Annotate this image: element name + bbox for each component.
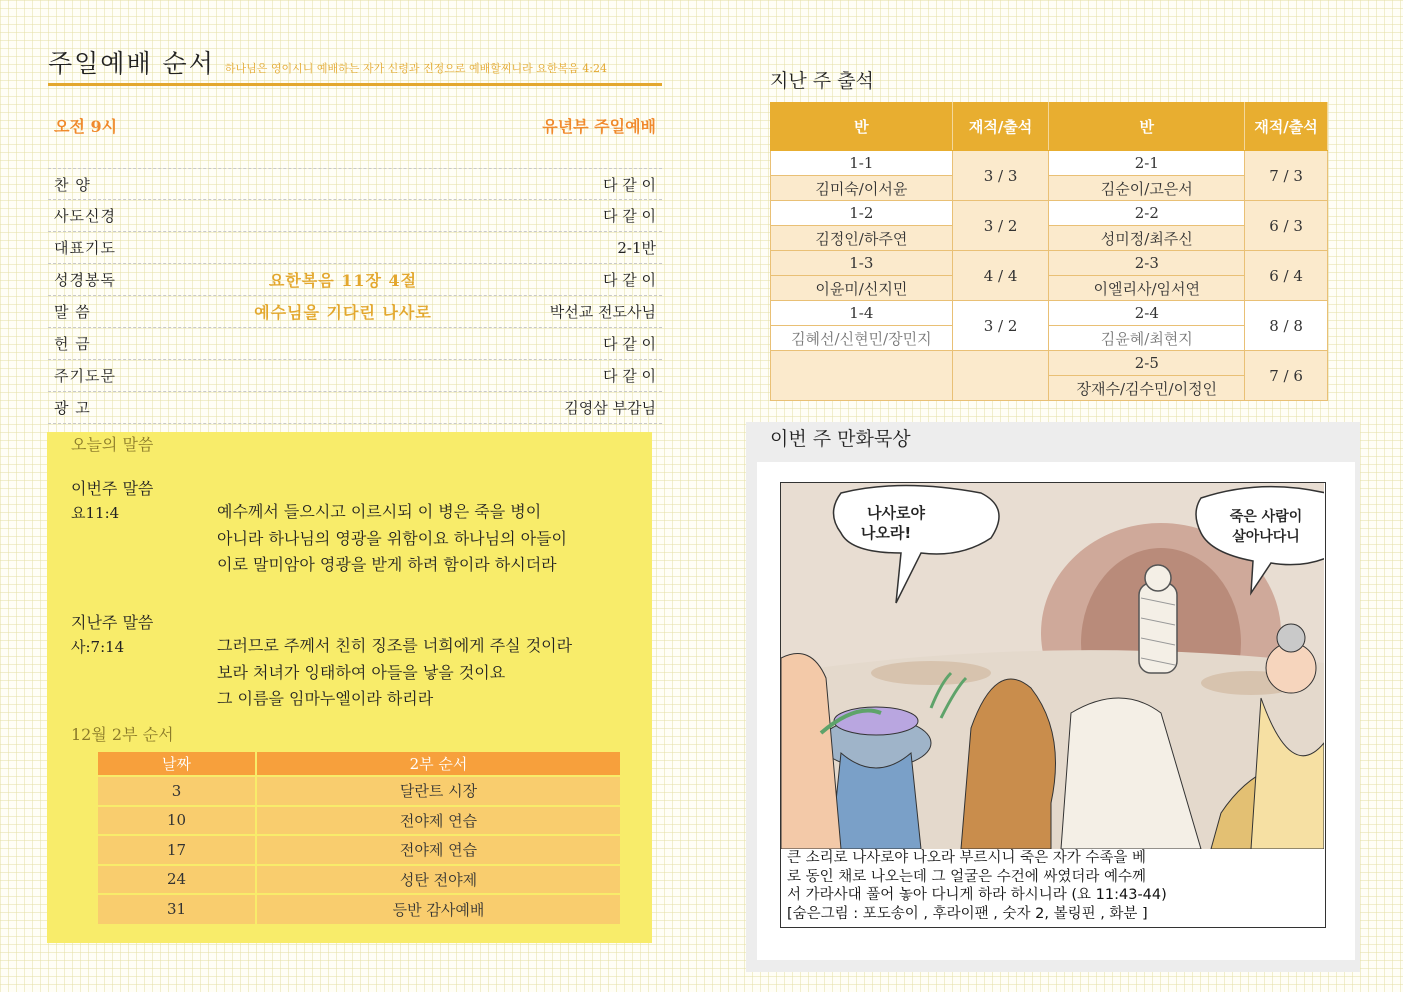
- bubble-right-line2: 살아나다니: [1232, 529, 1300, 545]
- schedule-header-date: 날짜: [98, 752, 256, 776]
- schedule-date: 10: [98, 806, 256, 836]
- schedule-title: 12월 2부 순서: [71, 725, 174, 744]
- schedule-date: 3: [98, 776, 256, 806]
- class-count: 4 / 4: [952, 251, 1049, 301]
- attendance-header-row: [771, 103, 1328, 151]
- order-item-leader: 다 같 이: [602, 367, 656, 385]
- class-teachers: 김혜선/신현민/장민지: [771, 326, 953, 351]
- class-teachers: 김순이/고은서: [1049, 176, 1245, 201]
- caption-line: 큰 소리로 나사로야 나오라 부르시니 죽은 자가 수족을 베: [787, 850, 1147, 866]
- title-verse: 하나님은 영이시니 예배하는 자가 신령과 진정으로 예배할찌니라 요한복음 4:24: [224, 62, 607, 75]
- order-item-name: 대표기도: [54, 239, 116, 257]
- schedule-row: [98, 776, 620, 806]
- order-item-name: 헌 금: [54, 335, 91, 353]
- order-item-detail: 예수님을 기다린 나사로: [254, 303, 432, 322]
- last-week-reference: 사:7:14: [71, 638, 125, 656]
- verse-line: 예수께서 들으시고 이르시되 이 병은 죽을 병이: [217, 502, 542, 521]
- class-code: 1-2: [771, 201, 953, 226]
- attendance-header-class: 반: [771, 103, 953, 151]
- schedule-item: 달란트 시장: [256, 776, 620, 806]
- this-week-title: 이번주 말씀: [71, 479, 154, 498]
- class-teachers: 성미정/최주신: [1049, 226, 1245, 251]
- class-count: 8 / 8: [1245, 301, 1328, 351]
- last-week-title: 지난주 말씀: [71, 613, 154, 632]
- order-item-name: 성경봉독: [54, 271, 116, 289]
- attendance-header-count: 재적/출석: [1245, 103, 1328, 151]
- class-teachers: 이엘리사/임서연: [1049, 276, 1245, 301]
- schedule-item: 등반 감사예배: [256, 894, 620, 924]
- schedule-item: 전야제 연습: [256, 806, 620, 836]
- order-title-row: [48, 44, 662, 86]
- caption-line: [숨은그림 : 포도송이 , 후라이팬 , 숫자 2, 볼링핀 , 화분 ]: [787, 905, 1148, 922]
- verse-line: 그러므로 주께서 친히 징조를 너희에게 주실 것이라: [217, 636, 573, 655]
- bubble-left-line1: 나사로야: [867, 504, 925, 522]
- cartoon-illustration: [781, 483, 1324, 849]
- bubble-right-line1: 죽은 사람이: [1229, 509, 1303, 525]
- attendance-row-teachers: [771, 176, 1328, 201]
- order-of-service: [48, 44, 662, 424]
- class-code: 2-5: [1049, 351, 1245, 376]
- schedule-table: [98, 752, 620, 924]
- class-count-empty: [952, 351, 1049, 401]
- attendance-row: [771, 251, 1328, 276]
- order-item-leader: 다 같 이: [602, 207, 656, 225]
- this-week-reference: 요11:4: [71, 504, 120, 522]
- order-item-leader: 김영삼 부감님: [564, 399, 656, 417]
- order-item: [48, 232, 662, 264]
- bubble-left-line2: 나오라!: [860, 524, 912, 542]
- page-title: 주일예배 순서: [48, 49, 215, 78]
- class-count: 7 / 6: [1245, 351, 1328, 401]
- order-item-detail: 요한복음 11장 4절: [268, 271, 418, 290]
- service-time: 오전 9시: [54, 117, 118, 136]
- class-code: 2-2: [1049, 201, 1245, 226]
- order-item-leader: 다 같 이: [602, 335, 656, 353]
- cartoon-panel: [746, 422, 1360, 972]
- attendance-title: 지난 주 출석: [770, 70, 874, 92]
- attendance-table: [770, 102, 1328, 401]
- service-department: 유년부 주일예배: [542, 117, 656, 136]
- schedule-row: [98, 806, 620, 836]
- class-code-empty: [771, 351, 953, 401]
- todays-word-box: [47, 432, 652, 943]
- order-header: [48, 86, 662, 152]
- schedule-item: 성탄 전야제: [256, 865, 620, 895]
- class-code: 2-3: [1049, 251, 1245, 276]
- schedule-header-row: [98, 752, 620, 776]
- order-item-leader: 박선교 전도사님: [549, 303, 656, 321]
- order-item: [48, 200, 662, 232]
- attendance-row: [771, 201, 1328, 226]
- schedule-item: 전야제 연습: [256, 835, 620, 865]
- class-teachers: 김윤혜/최현지: [1049, 326, 1245, 351]
- cartoon-title: 이번 주 만화묵상: [770, 428, 911, 450]
- this-week-verse: [217, 499, 567, 579]
- order-item-name: 찬 양: [54, 175, 91, 194]
- schedule-date: 17: [98, 835, 256, 865]
- attendance-row-teachers: [771, 226, 1328, 251]
- order-item: [48, 360, 662, 392]
- verse-line: 그 이름을 임마누엘이라 하리라: [217, 689, 434, 708]
- schedule-header-item: 2부 순서: [256, 752, 620, 776]
- class-code: 1-1: [771, 151, 953, 176]
- attendance-header-count: 재적/출석: [952, 103, 1049, 151]
- class-teachers: 장재수/김수민/이정인: [1049, 376, 1245, 401]
- order-item-name: 말 씀: [54, 303, 91, 321]
- class-code: 2-4: [1049, 301, 1245, 326]
- attendance-row: [771, 351, 1328, 376]
- order-item-name: 사도신경: [54, 207, 116, 225]
- order-item: [48, 328, 662, 360]
- order-item-name: 주기도문: [54, 367, 116, 385]
- attendance-row-teachers: [771, 276, 1328, 301]
- class-code: 1-3: [771, 251, 953, 276]
- class-count: 3 / 2: [952, 301, 1049, 351]
- word-box-title: 오늘의 말씀: [71, 435, 154, 454]
- order-item-leader: 다 같 이: [602, 175, 656, 194]
- class-teachers: 김정인/하주연: [771, 226, 953, 251]
- verse-line: 아니라 하나님의 영광을 위함이요 하나님의 아들이: [217, 528, 568, 548]
- schedule-row: [98, 894, 620, 924]
- attendance-row-teachers: [771, 326, 1328, 351]
- order-item: [48, 264, 662, 296]
- verse-line: 이로 말미암아 영광을 받게 하려 함이라 하시더라: [217, 555, 557, 574]
- class-count: 6 / 4: [1245, 251, 1328, 301]
- class-count: 7 / 3: [1245, 151, 1328, 201]
- attendance-row: [771, 301, 1328, 326]
- schedule-row: [98, 835, 620, 865]
- schedule-date: 31: [98, 894, 256, 924]
- caption-line: 서 가라사대 풀어 놓아 다니게 하라 하시니라 (요 11:43-44): [787, 887, 1167, 903]
- class-teachers: 이윤미/신지민: [771, 276, 953, 301]
- order-item: [48, 392, 662, 424]
- cartoon-card: [757, 462, 1355, 960]
- class-code: 1-4: [771, 301, 953, 326]
- order-list: [48, 168, 662, 424]
- class-code: 2-1: [1049, 151, 1245, 176]
- lazarus-figure: [1139, 565, 1177, 673]
- order-item-leader: 다 같 이: [602, 271, 656, 289]
- caption-line: 로 동인 채로 나오는데 그 얼굴은 수건에 싸였더라 예수께: [787, 868, 1147, 885]
- schedule-date: 24: [98, 865, 256, 895]
- order-item-name: 광 고: [54, 399, 91, 417]
- order-item: [48, 168, 662, 200]
- cartoon-frame: [780, 482, 1326, 928]
- schedule-row: [98, 865, 620, 895]
- attendance-header-class: 반: [1049, 103, 1245, 151]
- cartoon-caption: [787, 849, 1321, 923]
- class-teachers: 김미숙/이서윤: [771, 176, 953, 201]
- order-item-leader: 2-1반: [617, 239, 656, 257]
- last-week-verse: [217, 633, 572, 713]
- order-item: [48, 296, 662, 328]
- class-count: 3 / 3: [952, 151, 1049, 201]
- class-count: 6 / 3: [1245, 201, 1328, 251]
- verse-line: 보라 처녀가 잉태하여 아들을 낳을 것이요: [217, 662, 506, 682]
- class-count: 3 / 2: [952, 201, 1049, 251]
- attendance-row: [771, 151, 1328, 176]
